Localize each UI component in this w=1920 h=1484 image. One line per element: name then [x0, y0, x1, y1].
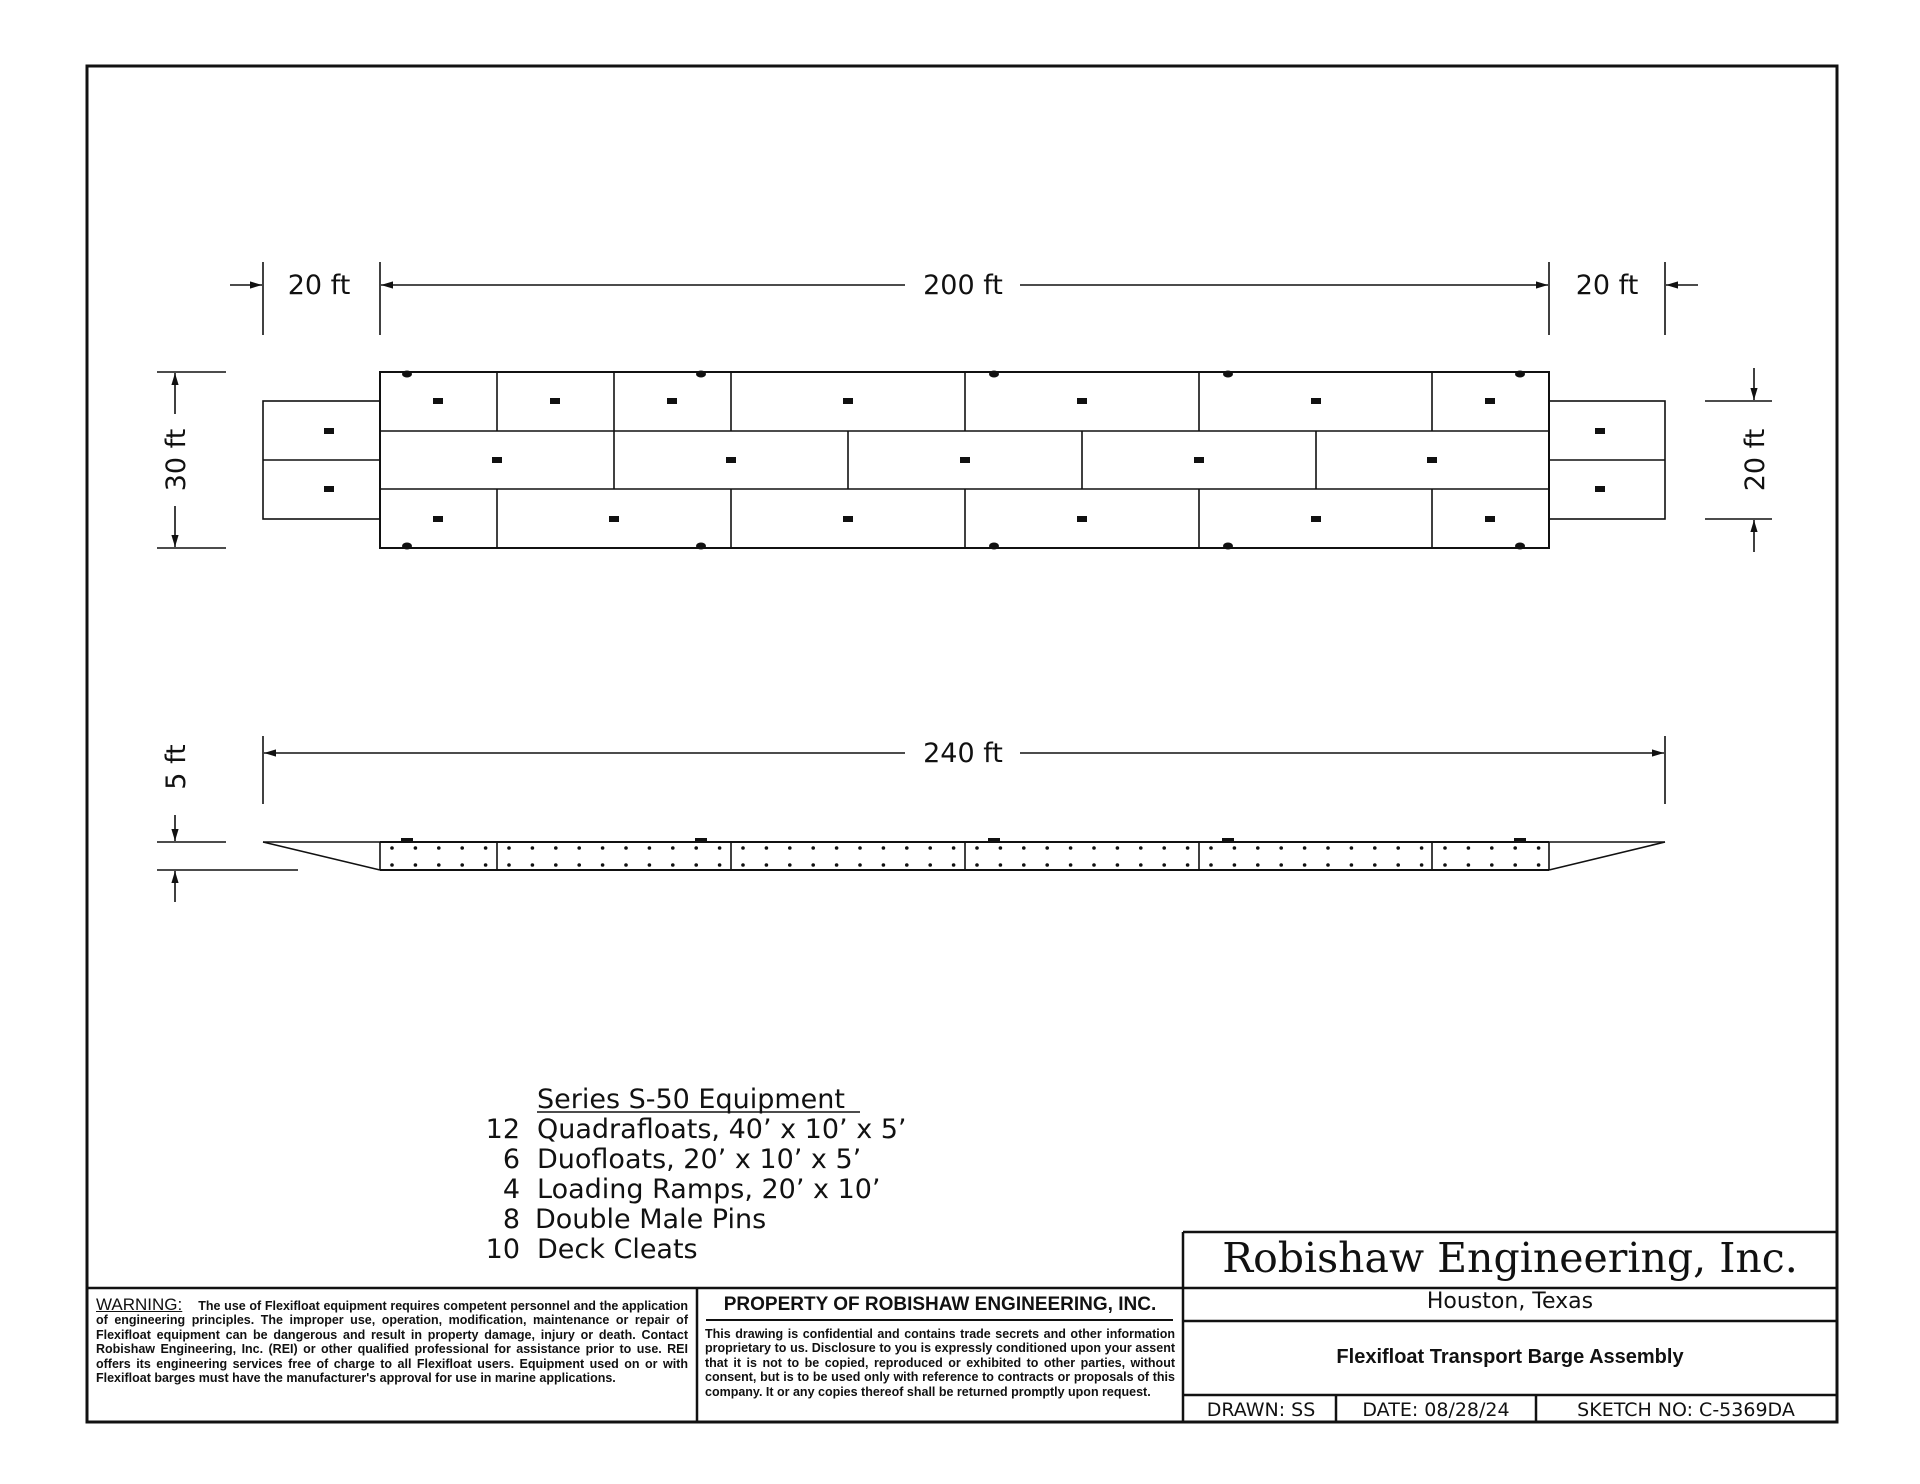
float-mark — [1194, 457, 1204, 463]
profile-dot — [437, 863, 441, 867]
float-mark — [1595, 486, 1605, 492]
drawn-by: DRAWN: SS — [1206, 1399, 1316, 1421]
profile-dot — [1092, 863, 1096, 867]
profile-dot — [460, 846, 464, 850]
profile-dot — [1045, 863, 1049, 867]
profile-dot — [858, 846, 862, 850]
profile-dot — [554, 846, 558, 850]
profile-dot — [835, 846, 839, 850]
sketch-number: SKETCH NO: C-5369DA — [1577, 1399, 1795, 1421]
profile-dot — [554, 863, 558, 867]
float-mark — [324, 486, 334, 492]
equipment-qty-2: 6 — [502, 1144, 520, 1175]
profile-dot — [624, 863, 628, 867]
profile-dot — [741, 846, 745, 850]
profile-dot — [1279, 863, 1283, 867]
profile-dot — [1467, 863, 1471, 867]
profile-dot — [694, 863, 698, 867]
profile-dot — [1256, 846, 1260, 850]
float-mark — [433, 516, 443, 522]
profile-dimensions — [157, 736, 1665, 902]
profile-dot — [1396, 863, 1400, 867]
profile-dot — [390, 863, 394, 867]
profile-dot — [1513, 863, 1517, 867]
profile-dot — [1279, 846, 1283, 850]
float-mark — [843, 398, 853, 404]
property-notice: This drawing is confidential and contains trade secrets and other information proprietary to us. Disclosure to you is expressly conditioned upon your assent that it is not to be copied, reproduced or exhibited to other parties, without consent, but is to be used only with reference to contracts or proposals of this company. It or any copies thereof shall be returned promptly upon request. — [705, 1327, 1175, 1399]
equipment-qty-5: 10 — [485, 1234, 520, 1265]
profile-dot — [1303, 863, 1307, 867]
profile-dot — [928, 846, 932, 850]
profile-dot — [1513, 846, 1517, 850]
deck-cleat — [1515, 371, 1525, 378]
equipment-desc-1: Quadrafloats, 40’ x 10’ x 5’ — [537, 1114, 907, 1145]
profile-dot — [1490, 863, 1494, 867]
profile-dot — [507, 846, 511, 850]
profile-dot — [648, 846, 652, 850]
dim-plan-length: 200 ft — [923, 270, 1003, 301]
company-name: Robishaw Engineering, Inc. — [1222, 1234, 1798, 1282]
profile-dot — [484, 846, 488, 850]
profile-dot — [577, 846, 581, 850]
float-mark — [1077, 398, 1087, 404]
float-mark — [1427, 457, 1437, 463]
deck-cleat — [989, 543, 999, 550]
profile-dot — [601, 863, 605, 867]
profile-dot — [484, 863, 488, 867]
profile-dot — [414, 846, 418, 850]
warning-label: WARNING: — [96, 1295, 183, 1314]
deck-cleat — [1515, 543, 1525, 550]
float-mark — [1595, 428, 1605, 434]
profile-dot — [671, 863, 675, 867]
profile-dot — [1490, 846, 1494, 850]
float-mark — [324, 428, 334, 434]
profile-dot — [999, 863, 1003, 867]
float-mark — [960, 457, 970, 463]
profile-cleat — [1514, 838, 1526, 842]
profile-view — [263, 842, 1665, 870]
profile-dot — [952, 863, 956, 867]
profile-dot — [460, 863, 464, 867]
profile-dot — [1045, 846, 1049, 850]
profile-dot — [1209, 863, 1213, 867]
profile-dot — [1162, 846, 1166, 850]
profile-dot — [882, 846, 886, 850]
drawing-title: Flexifloat Transport Barge Assembly — [1336, 1346, 1684, 1368]
company-location: Houston, Texas — [1426, 1289, 1594, 1314]
float-mark — [1311, 516, 1321, 522]
profile-dot — [811, 846, 815, 850]
profile-dot — [1373, 846, 1377, 850]
dim-ramp-left: 20 ft — [287, 270, 351, 301]
profile-cleat — [401, 838, 413, 842]
float-mark — [667, 398, 677, 404]
profile-dot — [531, 846, 535, 850]
profile-dot — [905, 863, 909, 867]
profile-dot — [1350, 863, 1354, 867]
deck-cleat — [696, 543, 706, 550]
profile-dot — [601, 846, 605, 850]
profile-dot — [1022, 846, 1026, 850]
profile-dot — [1139, 863, 1143, 867]
float-mark — [726, 457, 736, 463]
float-mark — [1485, 398, 1495, 404]
profile-dot — [1326, 863, 1330, 867]
float-mark — [1485, 516, 1495, 522]
float-mark — [433, 398, 443, 404]
equipment-desc-4: Double Male Pins — [535, 1204, 767, 1235]
equipment-qty-4: 8 — [502, 1204, 520, 1235]
equipment-desc-3: Loading Ramps, 20’ x 10’ — [537, 1174, 881, 1205]
profile-dot — [1467, 846, 1471, 850]
deck-cleat — [402, 371, 412, 378]
dim-profile-depth: 5 ft — [161, 744, 192, 790]
float-mark — [609, 516, 619, 522]
float-mark — [492, 457, 502, 463]
deck-cleat — [402, 543, 412, 550]
profile-dot — [765, 846, 769, 850]
property-title: PROPERTY OF ROBISHAW ENGINEERING, INC. — [723, 1294, 1157, 1315]
profile-dot — [975, 863, 979, 867]
profile-dot — [1443, 846, 1447, 850]
profile-dot — [1537, 863, 1541, 867]
profile-dot — [1022, 863, 1026, 867]
equipment-desc-5: Deck Cleats — [537, 1234, 698, 1265]
dim-profile-length: 240 ft — [923, 738, 1003, 769]
warning-text: The use of Flexifloat equipment requires competent personnel and the application of engineering principles. The improper use, operation, modification, maintenance or repair of Flexifloat equipment can be dangerous and result in property damage, injury or death. Contact Robishaw Engineering, Inc. (REI) or other qualified professional for assistance prior to use. REI offers its engineering services free of charge to all Flexifloat users. Equipment used on or with Flexifloat barges must have the manufacturer's approval for use in marine applications. — [96, 1299, 688, 1386]
dim-ramp-width: 20 ft — [1740, 428, 1771, 492]
profile-dot — [1420, 846, 1424, 850]
profile-dot — [1350, 846, 1354, 850]
drawing-date: DATE: 08/28/24 — [1362, 1399, 1510, 1421]
profile-cleat — [1222, 838, 1234, 842]
profile-dot — [718, 846, 722, 850]
profile-dot — [882, 863, 886, 867]
profile-dot — [1116, 846, 1120, 850]
profile-dot — [765, 863, 769, 867]
profile-dot — [1233, 846, 1237, 850]
profile-dot — [390, 846, 394, 850]
dim-ramp-right: 20 ft — [1575, 270, 1639, 301]
warning-notice — [96, 1295, 688, 1386]
profile-dot — [1443, 863, 1447, 867]
profile-dot — [1069, 863, 1073, 867]
profile-dot — [788, 863, 792, 867]
profile-dot — [1116, 863, 1120, 867]
profile-dot — [1209, 846, 1213, 850]
profile-dot — [1233, 863, 1237, 867]
deck-cleat — [1223, 371, 1233, 378]
profile-dot — [507, 863, 511, 867]
profile-dot — [414, 863, 418, 867]
deck-cleat — [1223, 543, 1233, 550]
dim-plan-width: 30 ft — [161, 428, 192, 492]
profile-dot — [718, 863, 722, 867]
deck-cleat — [696, 371, 706, 378]
equipment-qty-3: 4 — [502, 1174, 520, 1205]
profile-cleat — [988, 838, 1000, 842]
profile-dot — [999, 846, 1003, 850]
profile-dot — [531, 863, 535, 867]
profile-dot — [437, 846, 441, 850]
profile-dot — [1162, 863, 1166, 867]
profile-dot — [952, 846, 956, 850]
profile-dot — [858, 863, 862, 867]
profile-dot — [1186, 846, 1190, 850]
float-mark — [843, 516, 853, 522]
float-mark — [1077, 516, 1087, 522]
profile-dot — [741, 863, 745, 867]
deck-cleat — [989, 371, 999, 378]
profile-dot — [811, 863, 815, 867]
profile-dot — [1326, 846, 1330, 850]
profile-dot — [835, 863, 839, 867]
equipment-qty-1: 12 — [485, 1114, 520, 1145]
profile-dot — [624, 846, 628, 850]
profile-dot — [1256, 863, 1260, 867]
profile-dot — [1303, 846, 1307, 850]
equipment-desc-2: Duofloats, 20’ x 10’ x 5’ — [537, 1144, 862, 1175]
profile-dot — [905, 846, 909, 850]
equipment-title: Series S-50 Equipment — [537, 1084, 845, 1115]
profile-dot — [788, 846, 792, 850]
float-mark — [550, 398, 560, 404]
profile-dot — [1139, 846, 1143, 850]
profile-dot — [1396, 846, 1400, 850]
equipment-list — [486, 1084, 907, 1265]
profile-dot — [671, 846, 675, 850]
float-mark — [1311, 398, 1321, 404]
profile-dot — [928, 863, 932, 867]
profile-cleat — [695, 838, 707, 842]
profile-dot — [648, 863, 652, 867]
profile-dot — [577, 863, 581, 867]
profile-dot — [975, 846, 979, 850]
profile-dot — [1186, 863, 1190, 867]
profile-dot — [1069, 846, 1073, 850]
profile-dot — [694, 846, 698, 850]
profile-dot — [1373, 863, 1377, 867]
profile-dot — [1092, 846, 1096, 850]
profile-dot — [1537, 846, 1541, 850]
profile-dot — [1420, 863, 1424, 867]
